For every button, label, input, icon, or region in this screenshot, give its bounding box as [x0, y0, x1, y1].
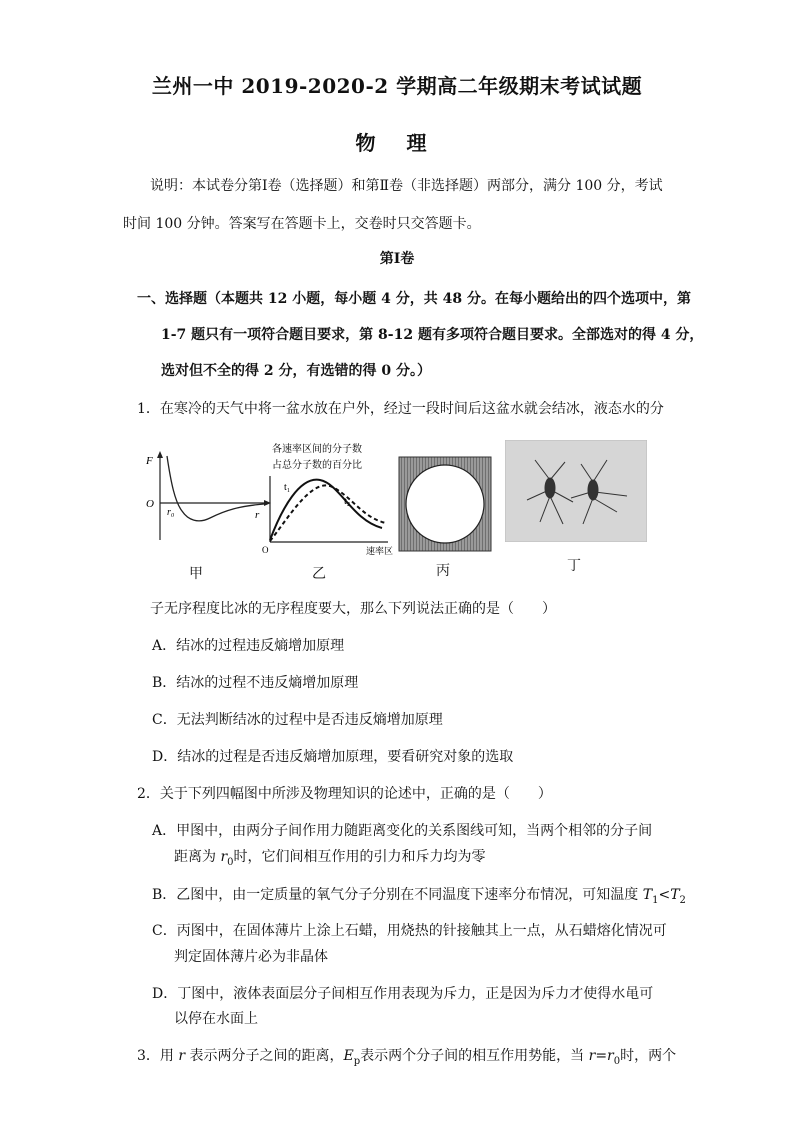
- figure-bing-wax-plate: [398, 456, 492, 552]
- q2-option-b: [152, 884, 686, 906]
- q2-a-text-2: 时，它们间相互作用的引力和斥力均为零: [233, 849, 486, 865]
- q2-option-d-line-1: D．丁图中，液体表面层分子间相互作用表现为斥力，正是因为斥力才使得水黾可: [152, 986, 654, 1002]
- jia-r0-label: r₀: [167, 507, 175, 518]
- q3-Ep-subscript: p: [353, 1055, 361, 1067]
- yi-t2-label: t₂: [344, 496, 351, 507]
- q2-option-a-line-1: A．甲图中，由两分子间作用力随距离变化的关系图线可知，当两个相邻的分子间: [152, 823, 653, 839]
- q2-b-text: B．乙图中，由一定质量的氧气分子分别在不同温度下速率分布情况，可知温度: [152, 887, 643, 903]
- jia-y-arrow: [157, 451, 163, 458]
- q3-text-c: 表示两个分子间的相互作用势能，当: [360, 1048, 589, 1064]
- q2-b-T2-symbol: T: [670, 887, 680, 903]
- q2-stem: 2．关于下列四幅图中所涉及物理知识的论述中，正确的是（ ）: [137, 786, 552, 802]
- q3-stem: [137, 1045, 676, 1067]
- yi-origin-label: O: [262, 545, 269, 555]
- q1-option-c: C．无法判断结冰的过程中是否违反熵增加原理: [152, 712, 443, 728]
- q3-r0-subscript: 0: [613, 1055, 621, 1067]
- bing-melted-circle: [406, 465, 484, 543]
- figure-label-ding: 丁: [567, 558, 581, 574]
- q2-option-c-line-1: C．丙图中，在固体薄片上涂上石蜡，用烧热的针接触其上一点，从石蜡熔化情况可: [152, 923, 667, 939]
- q2-a-r-subscript: 0: [227, 856, 234, 868]
- ding-water-surface: [505, 440, 647, 542]
- q3-text-b: 表示两分子之间的距离，: [185, 1048, 344, 1064]
- q2-a-text-1: 距离为: [174, 849, 221, 865]
- figure-ding-water-striders: [505, 440, 647, 542]
- q2-a-r-symbol: r: [220, 849, 228, 865]
- q1-option-d: D．结冰的过程是否违反熵增加原理，要看研究对象的选取: [152, 749, 514, 765]
- subject-title: 物 理: [355, 131, 439, 155]
- figure-label-yi: 乙: [312, 566, 326, 582]
- q1-option-a: A．结冰的过程违反熵增加原理: [152, 638, 345, 654]
- q1-stem-line-2: 子无序程度比冰的无序程度要大，那么下列说法正确的是（ ）: [150, 601, 556, 617]
- figure-jia-force-curve: [140, 448, 272, 548]
- q3-Ep-symbol: E: [343, 1048, 354, 1064]
- q3-r0-symbol: r: [607, 1048, 614, 1064]
- figure-yi-speed-distribution: [262, 438, 398, 558]
- q2-b-lt: <: [658, 887, 671, 903]
- instructions-line-2: 时间 100 分钟。答案写在答题卡上，交卷时只交答题卡。: [123, 216, 481, 232]
- q3-text-d: 时，两个: [620, 1048, 677, 1064]
- jia-force-curve: [167, 456, 264, 521]
- q2-option-c-line-2: 判定固体薄片必为非晶体: [174, 949, 328, 965]
- q2-b-T1-subscript: 1: [652, 894, 659, 906]
- q1-option-b: B．结冰的过程不违反熵增加原理: [152, 675, 359, 691]
- section1-line-3: 选对但不全的得 2 分，有选错的得 0 分。）: [161, 363, 431, 379]
- q3-eq: =: [595, 1048, 608, 1064]
- yi-ylabel-2: 占总分子数的百分比: [272, 460, 362, 471]
- volume-title: 第Ⅰ卷: [379, 251, 415, 267]
- q2-b-T1-symbol: T: [642, 887, 653, 903]
- jia-F-label: F: [146, 455, 153, 467]
- instructions-line-1: 说明：本试卷分第Ⅰ卷（选择题）和第Ⅱ卷（非选择题）两部分，满分 100 分，考试: [150, 178, 663, 194]
- yi-ylabel-1: 各速率区间的分子数: [272, 444, 362, 455]
- yi-xlabel: 速率区: [366, 547, 394, 557]
- section1-line-1: 一、选择题（本题共 12 小题，每小题 4 分，共 48 分。在每小题给出的四个选项中，第: [137, 291, 691, 307]
- q3-text-a: 3．用: [137, 1048, 179, 1064]
- q3-r-symbol: r: [178, 1048, 186, 1064]
- q2-b-T2-subscript: 2: [679, 894, 686, 906]
- q1-stem-line-1: 1．在寒冷的天气中将一盆水放在户外，经过一段时间后这盆水就会结冰，液态水的分: [137, 401, 664, 417]
- q3-r-eq-symbol: r: [588, 1048, 596, 1064]
- page-title: 兰州一中 2019-2020-2 学期高二年级期末考试试题: [151, 74, 643, 98]
- jia-origin-label: O: [146, 498, 154, 510]
- figure-label-bing: 丙: [436, 563, 450, 579]
- yi-t1-label: t₁: [284, 482, 291, 493]
- jia-r-label: r: [255, 509, 260, 521]
- q2-option-d-line-2: 以停在水面上: [174, 1011, 258, 1027]
- section1-line-2: 1-7 题只有一项符合题目要求，第 8-12 题有多项符合题目要求。全部选对的得 4 分，: [161, 327, 704, 343]
- q2-option-a-line-2: [174, 846, 486, 868]
- yi-curve-t2: [270, 485, 386, 541]
- figure-label-jia: 甲: [189, 566, 203, 582]
